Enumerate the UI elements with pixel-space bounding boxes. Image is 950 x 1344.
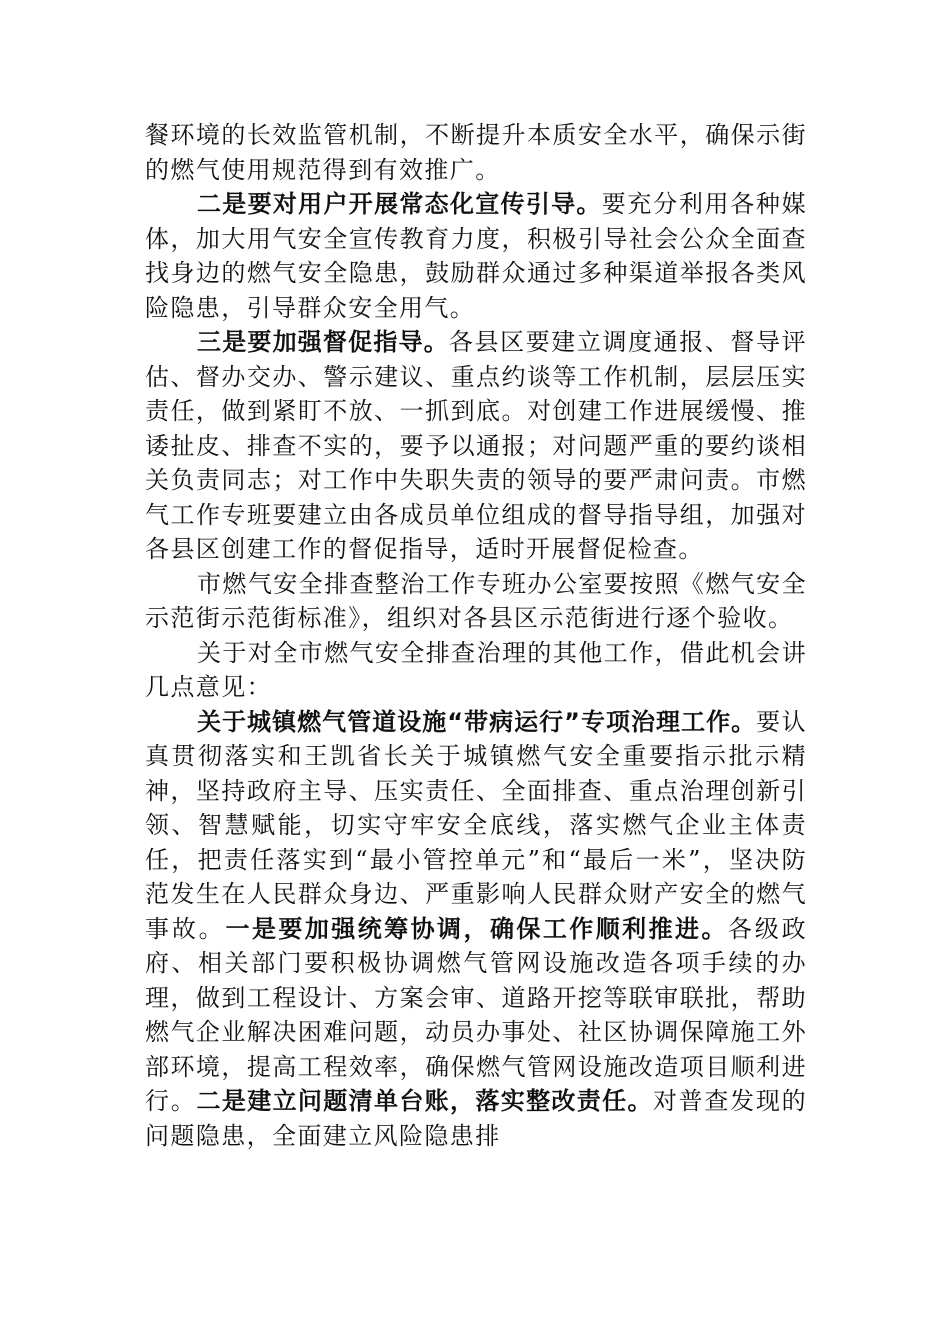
paragraph-6-text-3: 对普查发现的问题隐患，全面建立风险隐患排	[145, 1087, 807, 1150]
paragraph-3-text: 各县区要建立调度通报、督导评估、督办交办、警示建议、重点约谈等工作机制，层层压实责任，做到紧盯不放、一抓到底。对创建工作进展缓慢、推诿扯皮、排查不实的，要予以通报；对问题严重的要约谈相关负责同志；对工作中失职失责的领导的要严肃问责。市燃气工作专班要建立由各成员单位组成的督导指导组，加强对各县区创建工作的督促指导，适时开展督促检查。	[145, 328, 808, 563]
paragraph-2	[145, 187, 807, 325]
paragraph-6-heading: 关于城镇燃气管道设施“带病运行”专项治理工作。	[197, 707, 757, 736]
paragraph-4-text: 市燃气安全排查整治工作专班办公室要按照《燃气安全示范街示范街标准》，组织对各县区示范街进行逐个验收。	[145, 569, 807, 632]
paragraph-6-bold-2: 一是要加强统筹协调，确保工作顺利推进。	[225, 914, 728, 943]
paragraph-6	[145, 705, 807, 1154]
paragraph-3-heading: 三是要加强督促指导。	[197, 328, 449, 356]
paragraph-4	[145, 567, 807, 636]
document-body	[145, 118, 807, 1153]
paragraph-3	[145, 325, 807, 567]
paragraph-6-text-2: 各级政府、相关部门要积极协调燃气管网设施改造各项手续的办理，做到工程设计、方案会审、道路开挖等联审联批，帮助燃气企业解决困难问题，动员办事处、社区协调保障施工外部环境，提高工程效率，确保燃气管网设施改造项目顺利进行。	[145, 914, 808, 1115]
paragraph-5	[145, 636, 807, 705]
paragraph-6-bold-3: 二是建立问题清单台账，落实整改责任。	[196, 1087, 653, 1115]
paragraph-2-text: 要充分利用各种媒体，加大用气安全宣传教育力度，积极引导社会公众全面查找身边的燃气安全隐患，鼓励群众通过多种渠道举报各类风险隐患，引导群众安全用气。	[145, 190, 808, 322]
paragraph-2-heading: 二是要对用户开展常态化宣传引导。	[197, 190, 602, 218]
paragraph-6-text-1: 要认真贯彻落实和王凯省长关于城镇燃气安全重要指示批示精神，坚持政府主导、压实责任、全面排查、重点治理创新引领、智慧赋能，切实守牢安全底线，落实燃气企业主体责任，把责任落实到“最小管控单元”和“最后一米”，坚决防范发生在人民群众身边、严重影响人民群众财产安全的燃气事故。	[145, 707, 807, 943]
paragraph-1	[145, 118, 807, 187]
paragraph-1-text: 餐环境的长效监管机制，不断提升本质安全水平，确保示街的燃气使用规范得到有效推广。	[145, 121, 807, 184]
paragraph-5-text: 关于对全市燃气安全排查治理的其他工作，借此机会讲几点意见：	[145, 638, 807, 701]
